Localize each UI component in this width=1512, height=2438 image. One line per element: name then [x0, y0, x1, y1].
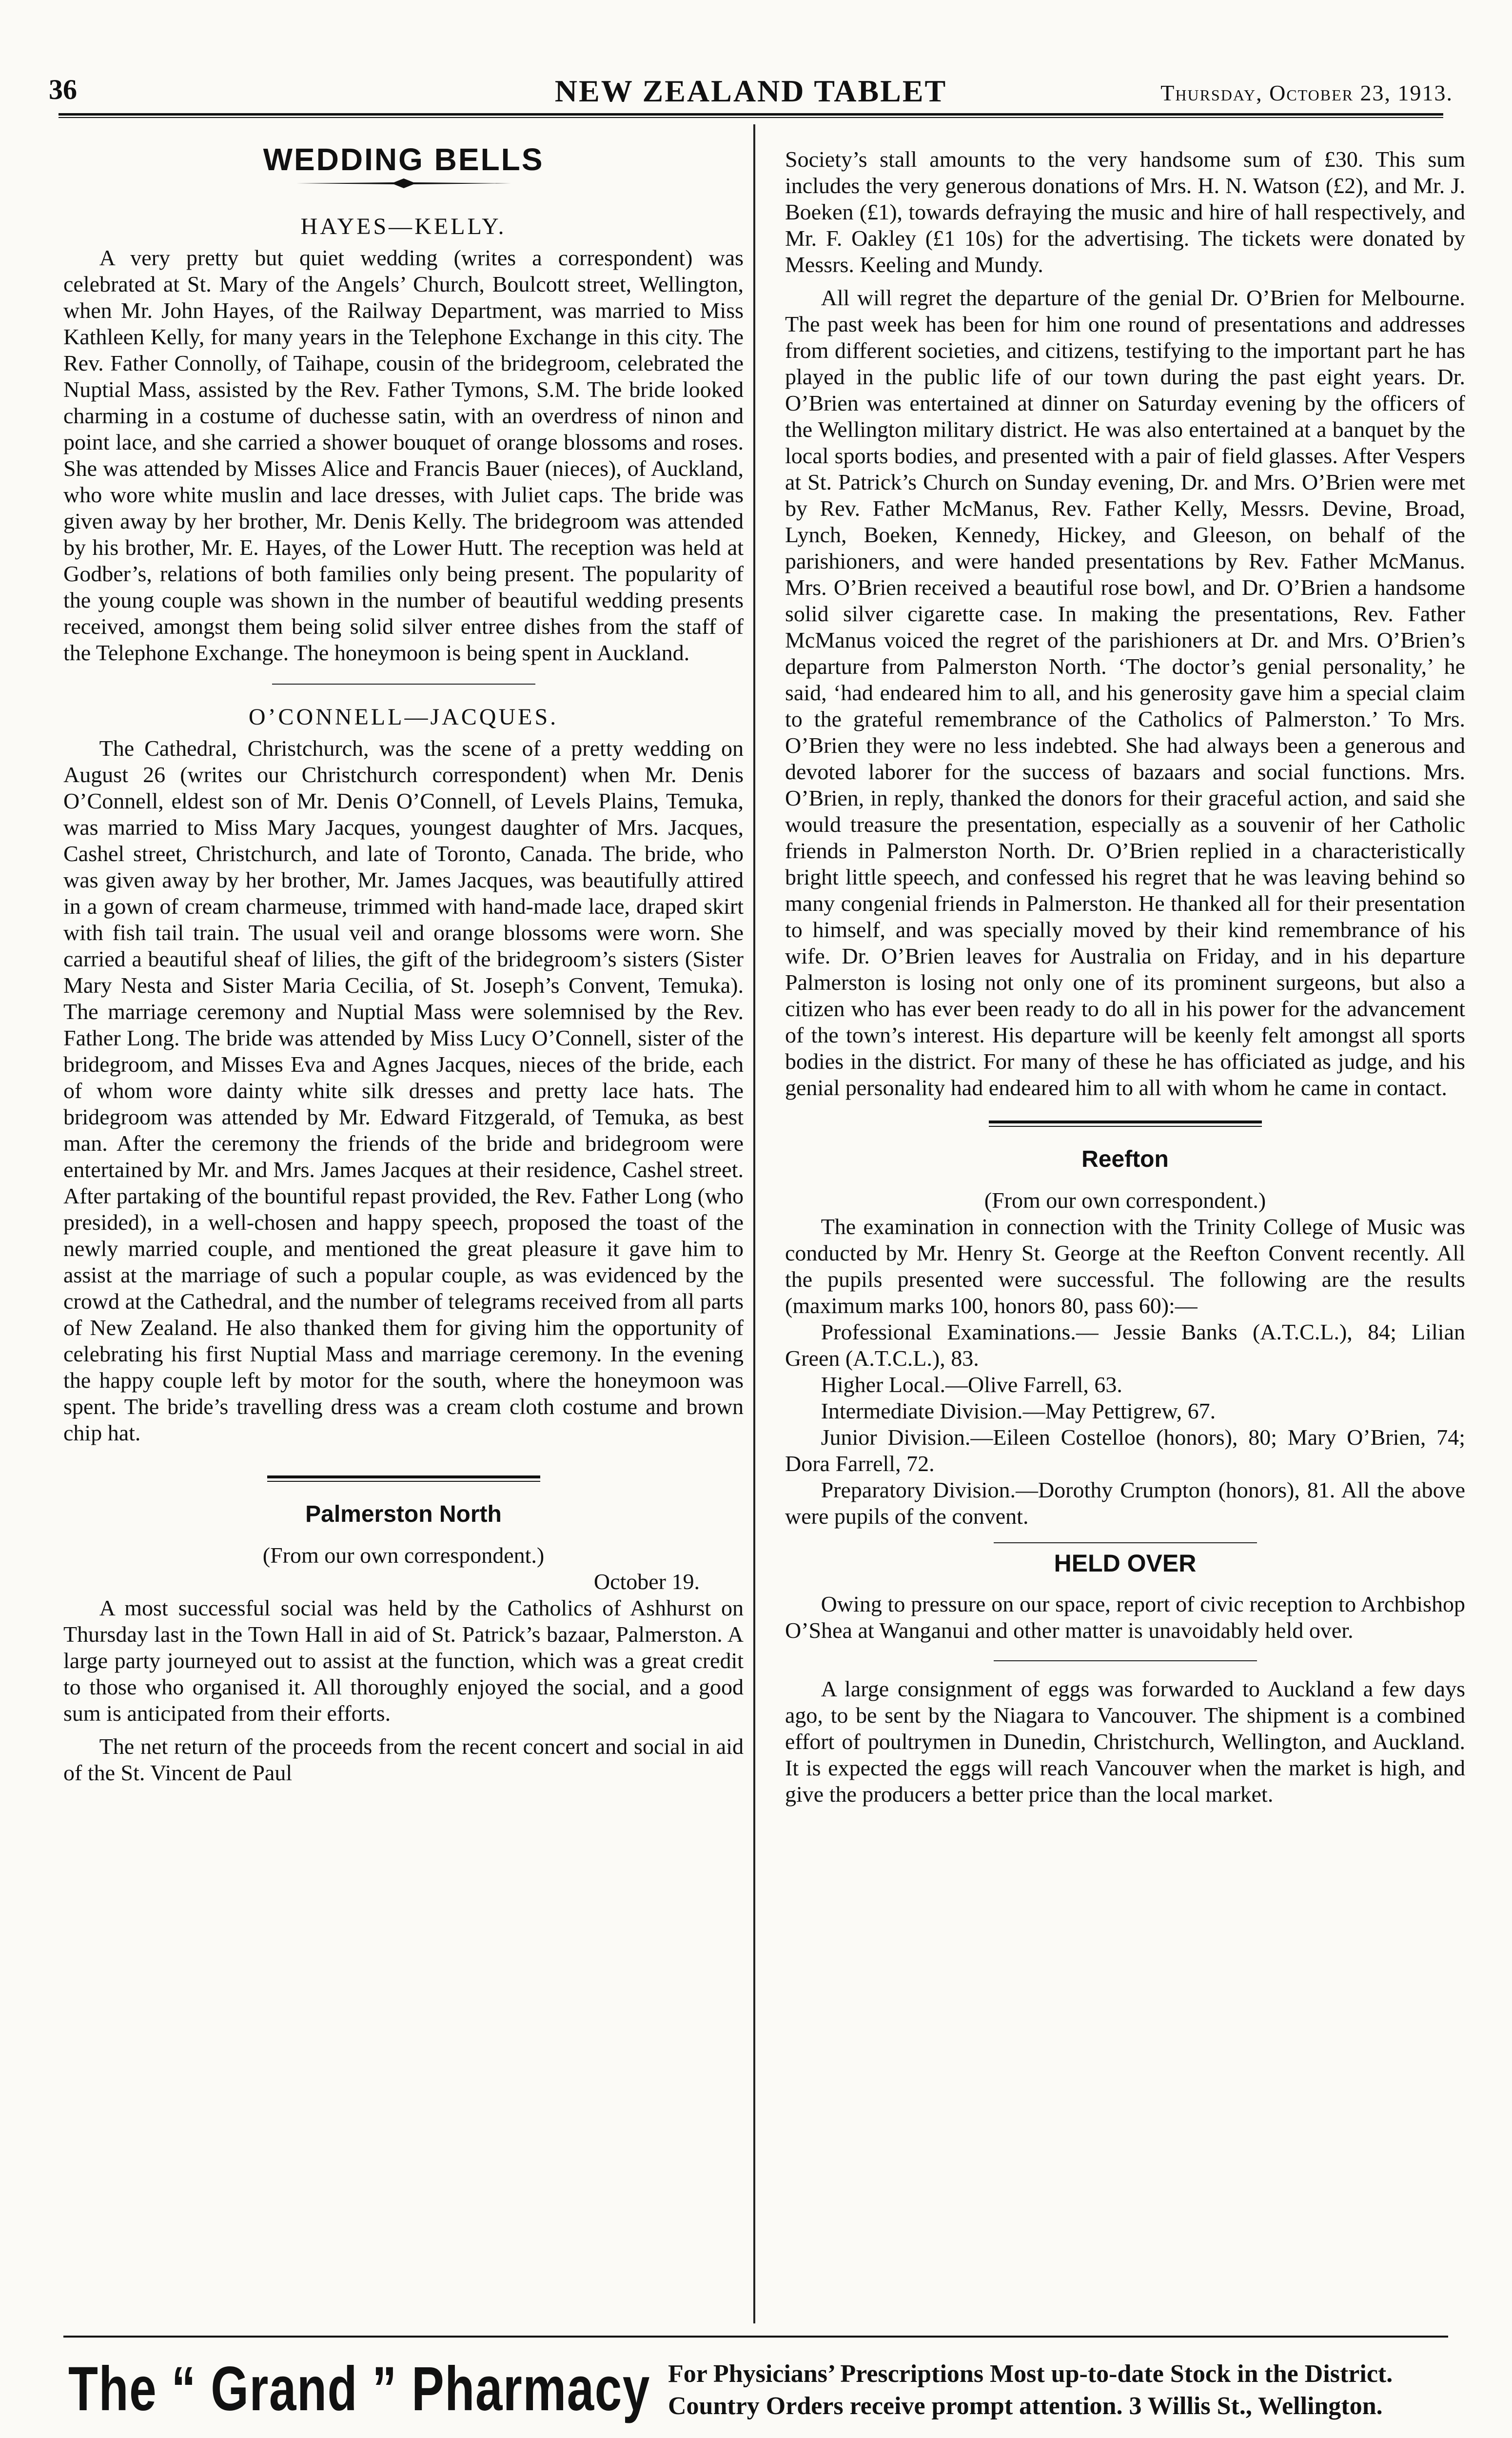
- palmerston-paragraph-1: A most successful social was held by the Catholics of Ashhurst on Thursday last in the Town Hall in aid of St. Patrick’s bazaar, Palmerston. A large party journeyed out to assist at the function, which was a great credit to those who organised it. All thoroughly enjoyed the social, and a good sum is anticipated from their efforts.: [63, 1595, 744, 1726]
- header-rule-thin: [59, 117, 1443, 118]
- left-column: [63, 132, 744, 1786]
- advert-rule: [63, 2336, 1448, 2338]
- double-rule-thin: [267, 1481, 540, 1482]
- advert-line-1: For Physicians’ Prescriptions Most up-to-date Stock in the District.: [668, 2360, 1393, 2388]
- eggs-text: A large consignment of eggs was forwarded to Auckland a few days ago, to be sent by the Niagara to Vancouver. The shipment is a combined effort of poultrymen in Dunedin, Christchurch, Wellington, and Auckland. It is expected the eggs will reach Vancouver when the market is high, and give the producers a better price than the local market.: [785, 1676, 1465, 1807]
- double-rule-thick: [989, 1121, 1262, 1123]
- article-divider: [994, 1542, 1257, 1543]
- held-over-text: Owing to pressure on our space, report of civic reception to Archbishop O’Shea at Wanganui and other matter is unavoidably held over.: [785, 1592, 1465, 1643]
- palmerston-continued: Society’s stall amounts to the very handsome sum of £30. This sum includes the very generous donations of Mrs. H. N. Watson (£2), and Mr. J. Boeken (£1), towards defraying the music and hire of hall respectively, and Mr. F. Oakley (£1 10s) for the advertising. The tickets were donated by Messrs. Keeling and Mundy.: [785, 147, 1465, 277]
- reefton-title: Reefton: [1081, 1146, 1169, 1172]
- palmerston-title: Palmerston North: [305, 1501, 502, 1527]
- header-rule: [59, 113, 1443, 116]
- ornament-rule-icon: [296, 177, 511, 189]
- hayes-kelly-heading: HAYES—KELLY.: [300, 214, 507, 239]
- advert-line-2: Country Orders receive prompt attention. 3 Willis St., Wellington.: [668, 2392, 1383, 2420]
- palmerston-date: October 19.: [593, 1569, 700, 1594]
- page-number: 36: [49, 74, 77, 105]
- issue-date: Thursday, October 23, 1913.: [1160, 80, 1453, 105]
- oconnell-jacques-text: The Cathedral, Christchurch, was the scene of a pretty wedding on August 26 (writes our Christchurch correspondent) when Mr. Denis O’Connell, eldest son of Mr. Denis O’Connell, of Levels Plains, Temuka, was married to Miss Mary Jacques, youngest daughter of Mrs. Jacques, Cashel street, Christchurch, and late of Toronto, Canada. The bride, who was given away by her brother, Mr. James Jacques, was beautifully attired in a gown of cream charmeuse, trimmed with hand-made lace, draped skirt with fish tail train. The usual veil and orange blossoms were worn. She carried a beautiful sheaf of lilies, the gift of the bridegroom’s sisters (Sister Mary Nesta and Sister Maria Cecilia, of St. Joseph’s Convent, Temuka). The marriage ceremony and Nuptial Mass were solemnised by the Rev. Father Long. The bride was attended by Miss Lucy O’Connell, sister of the bridegroom, and Misses Eva and Agnes Jacques, nieces of the bride, each of whom wore dainty white silk dresses and pretty lace hats. The bridegroom was attended by Mr. Edward Fitzgerald, of Temuka, as best man. After the ceremony the friends of the bride and bridegroom were entertained by Mr. and Mrs. James Jacques at their residence, Cashel street. After partaking of the bountiful repast provided, the Rev. Father Long (who presided), in a well-chosen and happy speech, proposed the toast of the newly married couple, and mentioned the great pleasure it gave him to assist at the marriage of such a popular couple, as was evidenced by the crowd at the Cathedral, and the number of telegrams received from all parts of New Zealand. He also thanked them for giving him the opportunity of celebrating his first Nuptial Mass and marriage ceremony. In the evening the happy couple left by motor for the south, where the honeymoon was spent. The bride’s travelling dress was a cream cloth costume and brown chip hat.: [63, 736, 744, 1445]
- article-divider: [994, 1660, 1257, 1661]
- reefton-result: Intermediate Division.—May Pettigrew, 67.: [821, 1398, 1216, 1423]
- right-column: [785, 146, 1465, 1808]
- double-rule-thick: [267, 1475, 540, 1478]
- reefton-result: Preparatory Division.—Dorothy Crumpton (honors), 81. All the above were pupils of the convent.: [785, 1477, 1465, 1529]
- palmerston-paragraph-2: The net return of the proceeds from the recent concert and social in aid of the St. Vincent de Paul: [63, 1734, 744, 1785]
- advert-text: [668, 2358, 1448, 2422]
- reefton-result: Higher Local.—Olive Farrell, 63.: [821, 1372, 1122, 1397]
- reefton-result: Junior Division.—Eileen Costelloe (honors), 80; Mary O’Brien, 74; Dora Farrell, 72.: [785, 1425, 1465, 1476]
- hayes-kelly-text: A very pretty but quiet wedding (writes a correspondent) was celebrated at St. Mary of the Angels’ Church, Boulcott street, Wellington, when Mr. John Hayes, of the Railway Department, was married to Miss Kathleen Kelly, for many years in the Telephone Exchange in this city. The Rev. Father Connolly, of Taihape, cousin of the bridegroom, celebrated the Nuptial Mass, assisted by the Rev. Father Tymons, S.M. The bride looked charming in a costume of duchesse satin, with an overdress of ninon and point lace, and she carried a shower bouquet of orange blossoms and roses. She was attended by Misses Alice and Francis Bauer (nieces), of Auckland, who wore white muslin and lace dresses, with Juliet caps. The bride was given away by her brother, Mr. Denis Kelly. The bridegroom was attended by his brother, Mr. E. Hayes, of the Lower Hutt. The reception was held at Godber’s, relations of both families only being present. The popularity of the young couple was shown in the number of beautiful wedding presents received, amongst them being solid silver entree dishes from the staff of the Telephone Exchange. The honeymoon is being spent in Auckland.: [63, 245, 744, 665]
- column-rule: [753, 124, 755, 2323]
- reefton-result: Professional Examinations.— Jessie Banks (A.T.C.L.), 84; Lilian Green (A.T.C.L.), 83.: [785, 1319, 1465, 1371]
- oconnell-jacques-heading: O’CONNELL—JACQUES.: [248, 704, 559, 730]
- page-header: [49, 73, 1453, 107]
- reefton-section-header: [989, 1121, 1262, 1173]
- article-divider: [272, 684, 535, 685]
- palmerston-section-header: [267, 1475, 540, 1528]
- palmerston-correspondent: (From our own correspondent.): [262, 1543, 545, 1568]
- advert-name: The “ Grand ” Pharmacy: [68, 2354, 650, 2424]
- reefton-correspondent: (From our own correspondent.): [984, 1188, 1266, 1213]
- reefton-text: The examination in connection with the Trinity College of Music was conducted by Mr. Henry St. George at the Reefton Convent recently. All the pupils presented were successful. The following are the results (maximum marks 100, honors 80, pass 60):—: [785, 1214, 1465, 1318]
- pharmacy-advert: [68, 2355, 1448, 2438]
- held-over-title: HELD OVER: [1054, 1550, 1197, 1577]
- masthead: NEW ZEALAND TABLET: [554, 74, 947, 108]
- double-rule-thin: [989, 1126, 1262, 1127]
- obrien-departure: All will regret the departure of the genial Dr. O’Brien for Melbourne. The past week has been for him one round of presentations and addresses from different societies, and citizens, testifying to the important part he has played in the public life of our town during the past eight years. Dr. O’Brien was entertained at dinner on Saturday evening by the officers of the Wellington military district. He was also entertained at a banquet by the local sports bodies, and presented with a pair of field glasses. After Vespers at St. Patrick’s Church on Sunday evening, Dr. and Mrs. O’Brien were met by Rev. Father McManus, Rev. Father Kelly, Messrs. Devine, Broad, Lynch, Boeken, Kennedy, Hickey, and Gleeson, on behalf of the parishioners, and were handed presentations by Rev. Father McManus. Mrs. O’Brien received a beautiful rose bowl, and Dr. O’Brien a handsome solid silver cigarette case. In making the presentations, Rev. Father McManus voiced the regret of the parishioners at Dr. and Mrs. O’Brien’s departure from Palmerston North. ‘The doctor’s genial personality,’ he said, ‘had endeared him to all, and his generosity gave him a special claim to the grateful remembrance of the Catholics of Palmerston.’ To Mrs. O’Brien they were no less indebted. She had always been a generous and devoted laborer for the success of bazaars and social functions. Mrs. O’Brien, in reply, thanked the donors for their graceful action, and said she would treasure the presentation, especially as a souvenir of her Catholic friends in Palmerston North. Dr. O’Brien replied in a characteristically bright little speech, and confessed his regret that he was leaving behind so many congenial friends in Palmerston. He thanked all for their presentation to himself, and was specially moved by their kind remembrance of his wife. Dr. O’Brien leaves for Australia on Friday, and in his departure Palmerston is losing not only one of its prominent surgeons, but also a citizen who has ever been ready to do all in his power for the advancement of the town’s interest. His departure will be keenly felt amongst all sports bodies in the district. For many of these he has officiated as judge, and his genial personality had endeared him to all with whom he came in contact.: [785, 285, 1465, 1100]
- wedding-bells-title: WEDDING BELLS: [263, 142, 544, 177]
